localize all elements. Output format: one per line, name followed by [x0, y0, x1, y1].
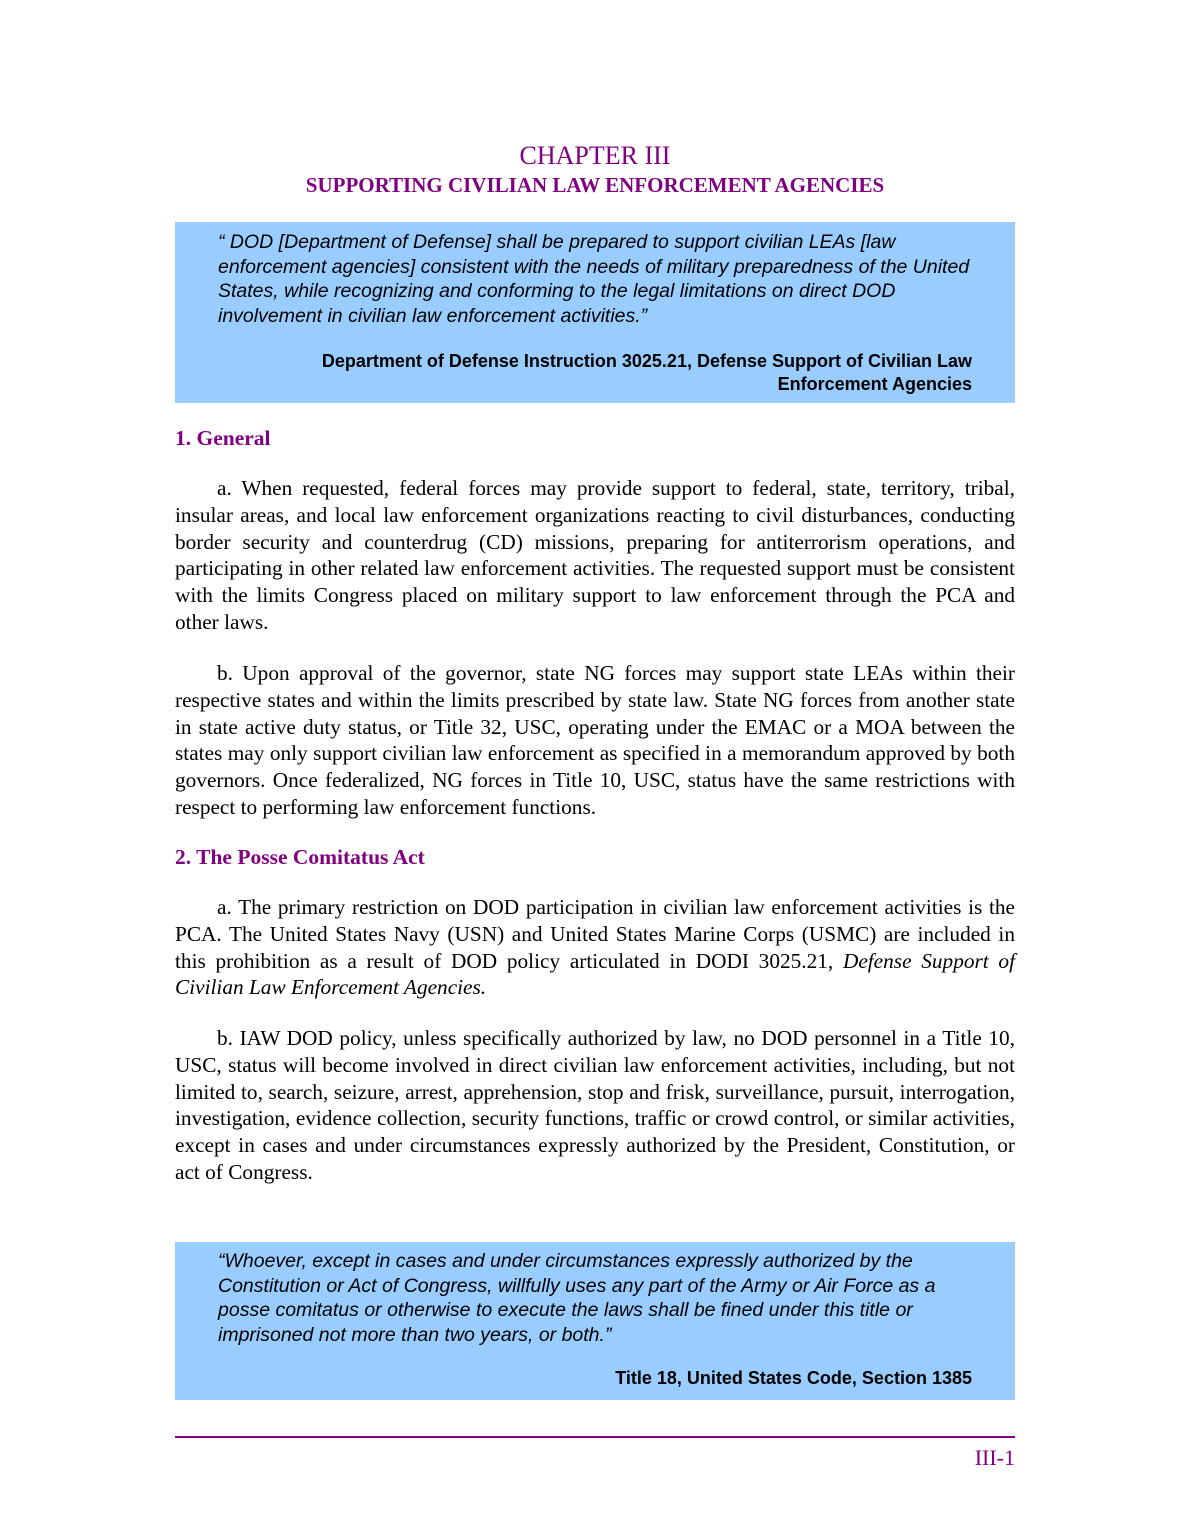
paragraph-2a-italic-title: Defense Support of Civilian Law Enforcement Agencies.: [175, 948, 1015, 1000]
paragraph-2b: b. IAW DOD policy, unless specifically authorized by law, no DOD personnel in a Title 10, USC, status will become involved in direct civilian law enforcement activities, including, but not limited to, search, seizure, arrest, apprehension, stop and frisk, surveillance, pursuit, interrogation, investigation, evidence collection, security functions, traffic or crowd control, or similar activities, except in cases and under circumstances expressly authorized by the President, Constitution, or act of Congress.: [175, 1026, 1015, 1184]
quote-box-dodi: [175, 222, 1015, 403]
quote-text: “ DOD [Department of Defense] shall be prepared to support civilian LEAs [law enforcement agencies] consistent with the needs of military preparedness of the United States, while recognizing and conforming to the legal limitations on direct DOD involvement in civilian law enforcement activities.”: [218, 231, 970, 327]
paragraph-1a: a. When requested, federal forces may provide support to federal, state, territory, tribal, insular areas, and local law enforcement organizations reacting to civil disturbances, conducting border security and counterdrug (CD) missions, preparing for antiterrorism operations, and participating in other related law enforcement activities. The requested support must be consistent with the limits Congress placed on military support to law enforcement through the PCA and other laws.: [175, 476, 1015, 634]
quote-source: Department of Defense Instruction 3025.21, Defense Support of Civilian Law Enforcement Agencies: [321, 351, 972, 394]
chapter-title: CHAPTER III: [519, 141, 671, 170]
paragraph-1b: b. Upon approval of the governor, state NG forces may support state LEAs within their respective states and within the limits prescribed by state law. State NG forces from another state in state active duty status, or Title 32, USC, operating under the EMAC or a MOA between the states may only support civilian law enforcement as specified in a memorandum approved by both governors. Once federalized, NG forces in Title 10, USC, status have the same restrictions with respect to performing law enforcement functions.: [175, 661, 1015, 819]
footer-rule: [175, 1436, 1015, 1438]
section-heading-posse-comitatus: 2. The Posse Comitatus Act: [175, 845, 425, 869]
quote-source: Title 18, United States Code, Section 1385: [615, 1368, 972, 1389]
paragraph-2a-text: a. The primary restriction on DOD participation in civilian law enforcement activities is the PCA. The United States Navy (USN) and United States Marine Corps (USMC) are included in this prohibition as a result of DOD policy articulated in DODI 3025.21,: [175, 895, 1015, 973]
quote-text: “Whoever, except in cases and under circumstances expressly authorized by the Constitution or Act of Congress, willfully uses any part of the Army or Air Force as a posse comitatus or otherwise to execute the laws shall be fined under this title or imprisoned not more than two years, or both.”: [218, 1250, 936, 1346]
section-heading-general: 1. General: [175, 426, 271, 450]
paragraph-2a: [175, 894, 1015, 1001]
chapter-subtitle: SUPPORTING CIVILIAN LAW ENFORCEMENT AGENCIES: [305, 173, 885, 197]
quote-box-usc: [175, 1242, 1015, 1400]
page-number: III-1: [974, 1445, 1015, 1470]
